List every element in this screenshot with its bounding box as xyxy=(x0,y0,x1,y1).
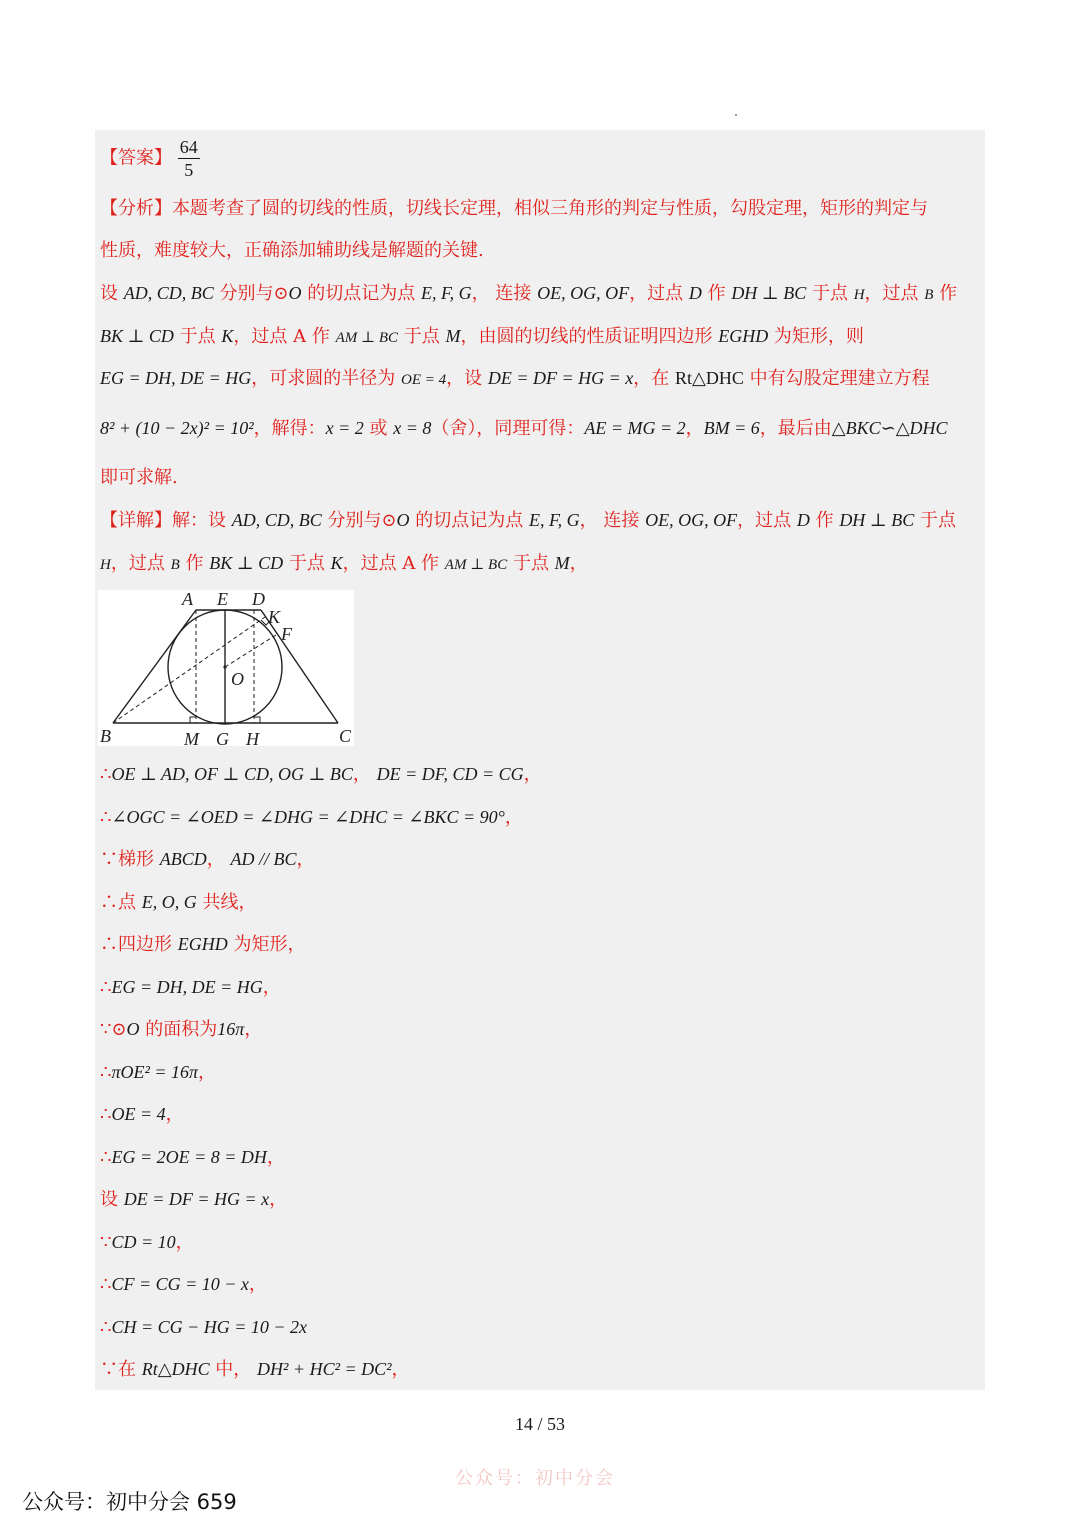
step-math: OE = 4 xyxy=(111,1104,166,1124)
label-g: G xyxy=(216,729,229,746)
segment-of xyxy=(225,635,276,667)
step-math: πOE² = 16π xyxy=(111,1062,199,1082)
step-text: 梯形 xyxy=(118,849,160,870)
solution-step xyxy=(100,1060,216,1085)
step-prefix: ∴ xyxy=(100,1147,112,1168)
analysis-line-3: 设 AD, CD, BC 分别与⊙O 的切点记为点 E, F, G， 连接 OE, OG, OF，过点 D 作 DH ⊥ BC 于点 H，过点 B 作 xyxy=(100,283,958,304)
step-math: AD // BC xyxy=(230,849,297,869)
step-prefix: ∵ xyxy=(100,1019,112,1040)
step-prefix: ∴ xyxy=(100,1317,112,1338)
step-prefix: ∴ xyxy=(100,1104,112,1125)
step-text: ， xyxy=(198,1062,217,1083)
solution-step xyxy=(100,805,523,830)
step-math: E, O, G xyxy=(141,892,197,912)
answer-label: 【答案】 xyxy=(100,147,172,169)
step-math: 16π xyxy=(217,1019,245,1039)
solution-step xyxy=(100,1145,285,1170)
step-prefix: ∴ xyxy=(100,1062,112,1083)
step-math: CD = 10 xyxy=(111,1232,176,1252)
analysis-line-5: EG = DH, DE = HG，可求圆的半径为 OE = 4，设 DE = DF = HG = x，在 Rt△DHC 中有勾股定理建立方程 xyxy=(100,368,930,389)
step-text: ， xyxy=(296,849,315,870)
step-math: DH² + HC² = DC² xyxy=(257,1359,392,1379)
step-math: DE = DF = HG = x xyxy=(123,1189,270,1209)
step-prefix: ∵ xyxy=(100,1359,118,1380)
footer-caption: 公众号：初中分会 659 xyxy=(22,1490,237,1514)
step-math: EGHD xyxy=(177,934,228,954)
label-b: B xyxy=(100,726,111,746)
step-math: EG = DH, DE = HG xyxy=(111,977,263,997)
geometry-figure xyxy=(98,590,354,746)
page-number: 14 / 53 xyxy=(514,1414,565,1434)
solution-step xyxy=(100,1230,194,1255)
step-math: Rt△DHC xyxy=(141,1359,210,1379)
step-text: ， xyxy=(244,1019,263,1040)
label-m: M xyxy=(184,729,199,746)
watermark-text: 公众号：初中分会 xyxy=(455,1468,615,1489)
right-angle-m xyxy=(190,717,196,723)
label-f: F xyxy=(281,624,292,644)
step-prefix: ∴ xyxy=(100,977,112,998)
step-text: ， xyxy=(175,1232,194,1253)
step-math: OE ⊥ AD, OF ⊥ CD, OG ⊥ BC xyxy=(111,764,353,784)
label-e: E xyxy=(217,590,228,609)
solution-step xyxy=(100,1272,267,1297)
solution-step xyxy=(100,1315,307,1340)
step-text: ， xyxy=(248,1274,267,1295)
step-prefix: ∴ xyxy=(100,934,118,955)
step-math: O xyxy=(126,1019,140,1039)
step-text: ， xyxy=(262,977,281,998)
solution-step xyxy=(100,1357,410,1382)
solution-step xyxy=(100,890,256,915)
label-c: C xyxy=(339,726,352,746)
label-a: A xyxy=(182,590,193,609)
step-text: 中， xyxy=(209,1359,258,1380)
step-text: ， xyxy=(391,1359,410,1380)
step-text: ， xyxy=(504,807,523,828)
step-math: EG = 2OE = 8 = DH xyxy=(111,1147,267,1167)
label-h: H xyxy=(246,729,259,746)
step-text: ， xyxy=(269,1189,288,1210)
detail-line-1: 【详解】解：设 AD, CD, BC 分别与⊙O 的切点记为点 E, F, G， 连接 OE, OG, OF，过点 D 作 DH ⊥ BC 于点 xyxy=(100,510,956,531)
step-text: 在 xyxy=(118,1359,142,1380)
step-math: ∠OGC = ∠OED = ∠DHG = ∠DHC = ∠BKC = 90° xyxy=(111,807,505,827)
step-text: 点 xyxy=(118,892,142,913)
solution-step xyxy=(100,1187,287,1212)
detail-line-2: H，过点 B 作 BK ⊥ CD 于点 K，过点 A 作 AM ⊥ BC 于点 M， xyxy=(100,553,588,574)
center-o xyxy=(223,665,226,668)
analysis-line-6: 8² + (10 − 2x)² = 10²，解得：x = 2 或 x = 8（舍），同理可得：AE = MG = 2，BM = 6，最后由△BKC∽△DHC xyxy=(100,418,948,439)
analysis-line-2: 性质，难度较大，正确添加辅助线是解题的关键. xyxy=(100,240,484,261)
step-text: ， xyxy=(165,1104,184,1125)
step-text: ， xyxy=(206,849,231,870)
step-text: 共线， xyxy=(196,892,257,913)
step-math: DE = DF, CD = CG xyxy=(376,764,524,784)
step-prefix: 设 xyxy=(100,1189,124,1210)
step-text: 的面积为 xyxy=(139,1019,218,1040)
answer-line xyxy=(100,136,200,181)
step-prefix: ∵ xyxy=(100,1232,112,1253)
label-o: O xyxy=(231,669,244,689)
answer-fraction: $\frac{64}{5}$ xyxy=(179,137,198,180)
step-text: 四边形 xyxy=(118,934,178,955)
solution-step xyxy=(100,847,314,872)
step-prefix: ∵ xyxy=(100,849,118,870)
step-math: CH = CG − HG = 10 − 2x xyxy=(111,1317,308,1337)
solution-step xyxy=(100,1102,184,1127)
analysis-line-4: BK ⊥ CD 于点 K，过点 A 作 AM ⊥ BC 于点 M，由圆的切线的性质证明四边形 EGHD 为矩形，则 xyxy=(100,326,864,347)
step-math: CF = CG = 10 − x xyxy=(111,1274,249,1294)
solution-step xyxy=(100,1017,262,1042)
analysis-line-7: 即可求解. xyxy=(100,467,178,488)
step-math: ABCD xyxy=(159,849,207,869)
speck xyxy=(735,114,737,116)
right-angle-h xyxy=(254,717,260,723)
step-prefix: ∴ xyxy=(100,1274,112,1295)
label-k: K xyxy=(268,607,281,627)
step-prefix: ∴ xyxy=(100,892,118,913)
solution-step xyxy=(100,762,542,787)
step-prefix: ∴ xyxy=(100,807,112,828)
step-text: 为矩形， xyxy=(227,934,306,955)
step-text: ， xyxy=(266,1147,285,1168)
step-text: ， xyxy=(352,764,377,785)
solution-step xyxy=(100,932,305,957)
label-d: D xyxy=(252,590,265,609)
step-text: ⊙ xyxy=(111,1019,127,1040)
step-text: ， xyxy=(523,764,542,785)
analysis-line-1: 【分析】本题考查了圆的切线的性质，切线长定理，相似三角形的判定与性质，勾股定理，矩形的判定与 xyxy=(100,198,928,219)
solution-step xyxy=(100,975,281,1000)
step-prefix: ∴ xyxy=(100,764,112,785)
